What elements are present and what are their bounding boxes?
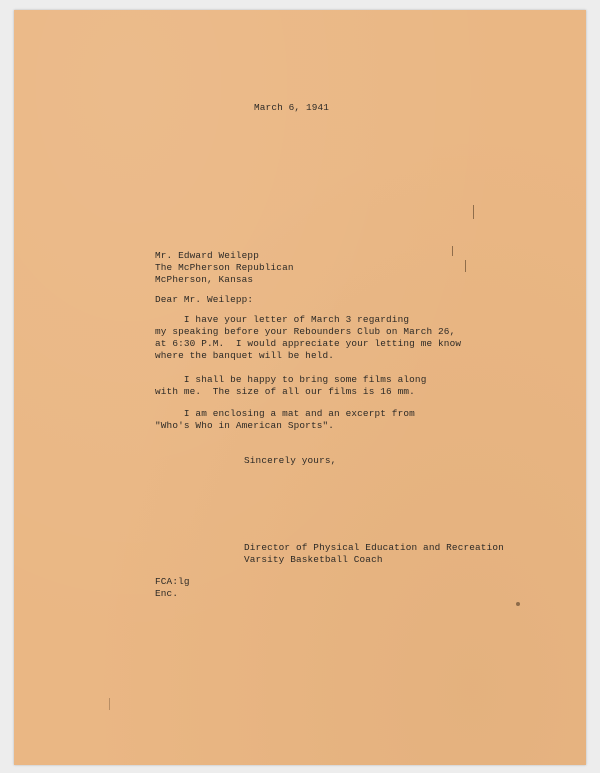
recipient-organization: The McPherson Republican [155,262,294,273]
signature-title-1: Director of Physical Education and Recreation [244,542,504,553]
paragraph-line: my speaking before your Rebounders Club on March 26, [155,326,456,337]
paragraph-line: with me. The size of all our films is 16 mm. [155,386,415,397]
stray-mark [465,260,466,272]
paragraph-line: "Who's Who in American Sports". [155,420,335,431]
salutation: Dear Mr. Weilepp: [155,294,254,305]
reference-initials: FCA:lg [155,576,190,587]
signature-title-2: Varsity Basketball Coach [244,554,383,565]
letter-sheet [14,10,586,765]
paragraph-line: at 6:30 P.M. I would appreciate your letting me know [155,338,462,349]
enclosure-note: Enc. [155,588,179,599]
paragraph-line: I shall be happy to bring some films along [155,374,427,385]
paragraph-line: I am enclosing a mat and an excerpt from [155,408,415,419]
paragraph-line: where the banquet will be held. [155,350,335,361]
recipient-name: Mr. Edward Weilepp [155,250,259,261]
closing: Sincerely yours, [244,455,337,466]
stray-mark [109,698,110,710]
stray-dot [516,602,520,606]
paragraph-line: I have your letter of March 3 regarding [155,314,410,325]
stray-mark [473,205,474,219]
recipient-city: McPherson, Kansas [155,274,254,285]
stray-mark [452,246,453,256]
letter-date: March 6, 1941 [254,102,330,113]
